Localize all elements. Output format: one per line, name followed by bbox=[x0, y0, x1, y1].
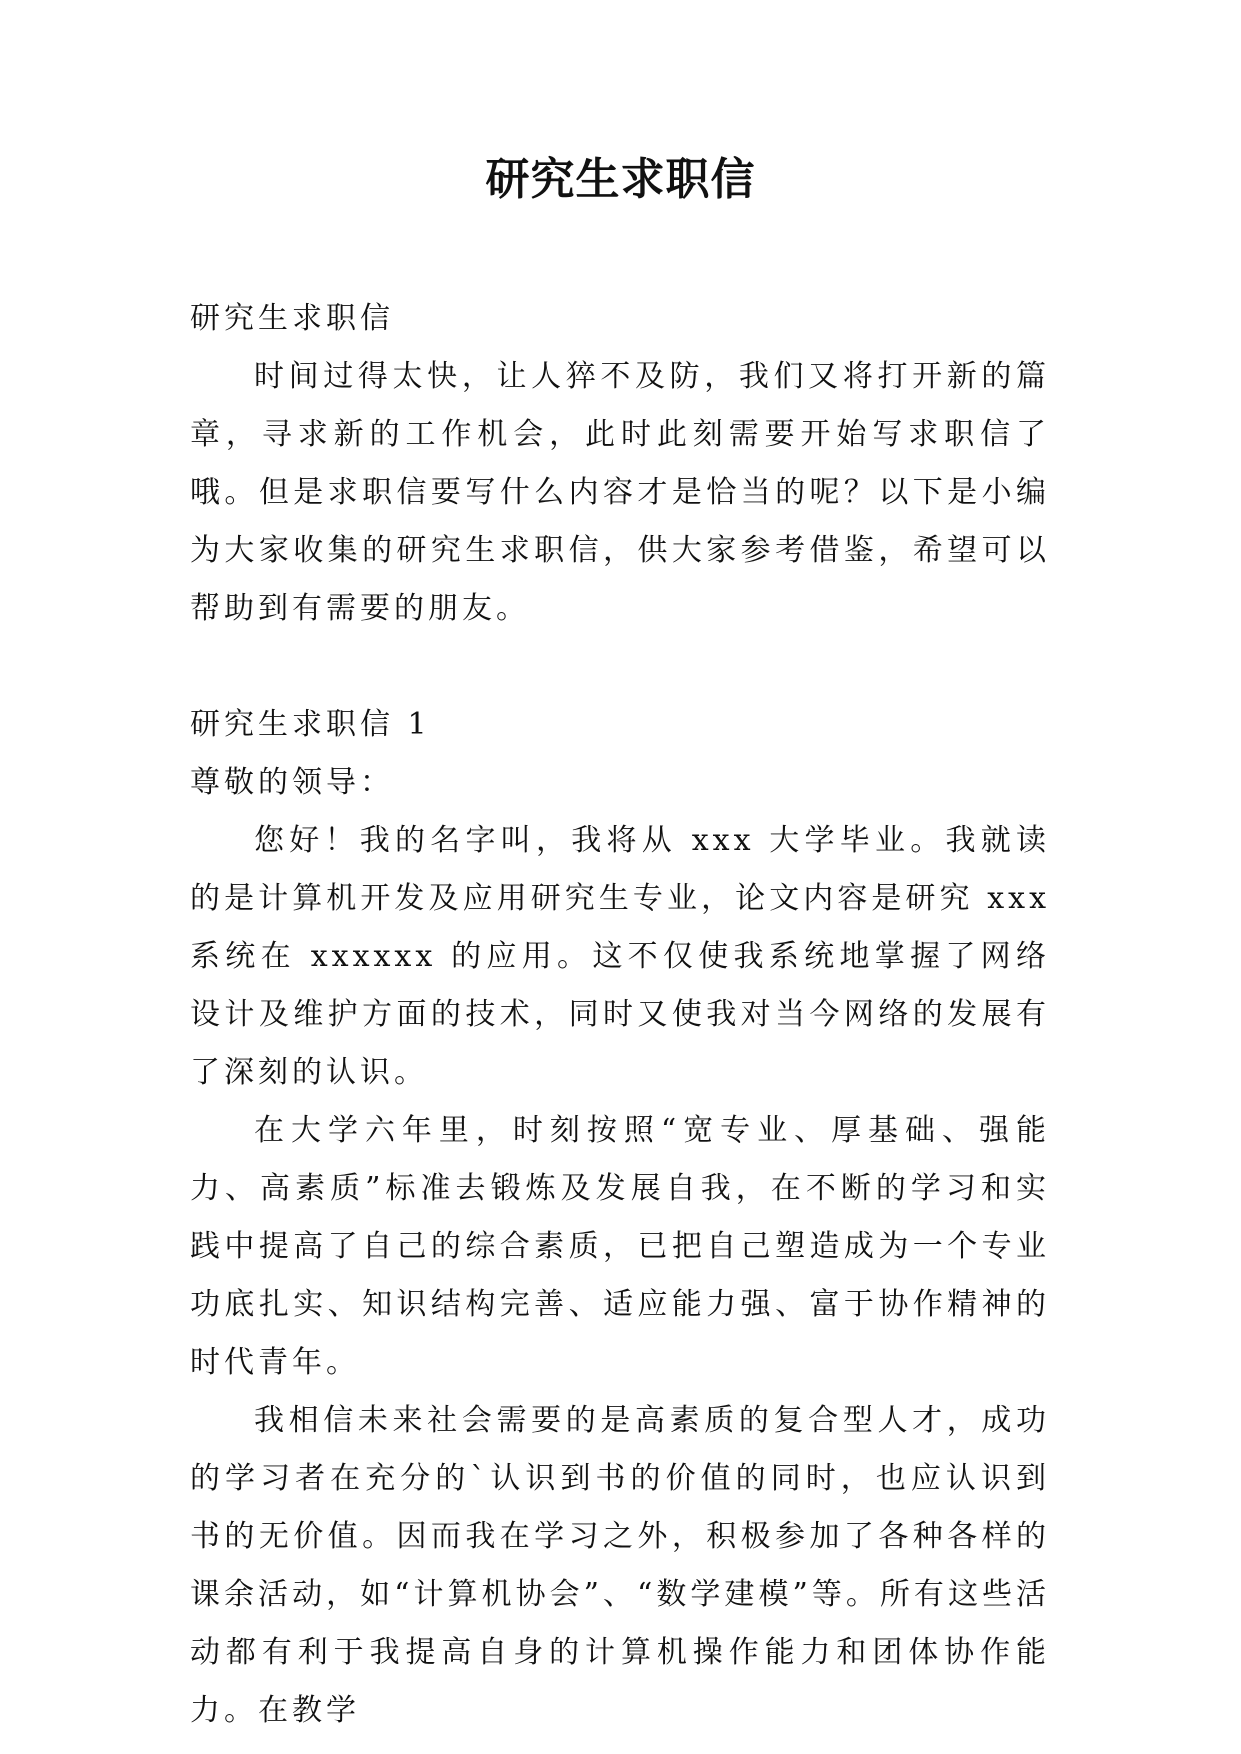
letter-paragraph: 我相信未来社会需要的是高素质的复合型人才，成功的学习者在充分的`认识到书的价值的同时，也应认识到书的无价值。因而我在学习之外，积极参加了各种各样的课余活动，如“计算机协会”、“数学建模”等。所有这些活动都有利于我提高自身的计算机操作能力和团体协作能力。在教学 bbox=[190, 1403, 1050, 1728]
section-spacer bbox=[190, 638, 1050, 696]
document-body bbox=[190, 290, 1050, 1740]
letter-paragraph: 您好！我的名字叫，我将从 xxx 大学毕业。我就读的是计算机开发及应用研究生专业，论文内容是研究 xxx 系统在 xxxxxx 的应用。这不仅使我系统地掌握了网络设计及维护方面的技术，同时又使我对当今网络的发展有了深刻的认识。 bbox=[190, 823, 1050, 1090]
document-title: 研究生求职信 bbox=[485, 154, 756, 205]
letter-heading: 研究生求职信 1 bbox=[190, 707, 431, 742]
salutation: 尊敬的领导： bbox=[190, 765, 394, 800]
letter-paragraph: 在大学六年里，时刻按照“宽专业、厚基础、强能力、高素质”标准去锻炼及发展自我，在不断的学习和实践中提高了自己的综合素质，已把自己塑造成为一个专业功底扎实、知识结构完善、适应能力强、富于协作精神的时代青年。 bbox=[190, 1113, 1050, 1380]
intro-paragraph: 时间过得太快，让人猝不及防，我们又将打开新的篇章，寻求新的工作机会，此时此刻需要开始写求职信了哦。但是求职信要写什么内容才是恰当的呢？以下是小编为大家收集的研究生求职信，供大家参考借鉴，希望可以帮助到有需要的朋友。 bbox=[190, 359, 1050, 626]
intro-heading: 研究生求职信 bbox=[190, 301, 394, 336]
